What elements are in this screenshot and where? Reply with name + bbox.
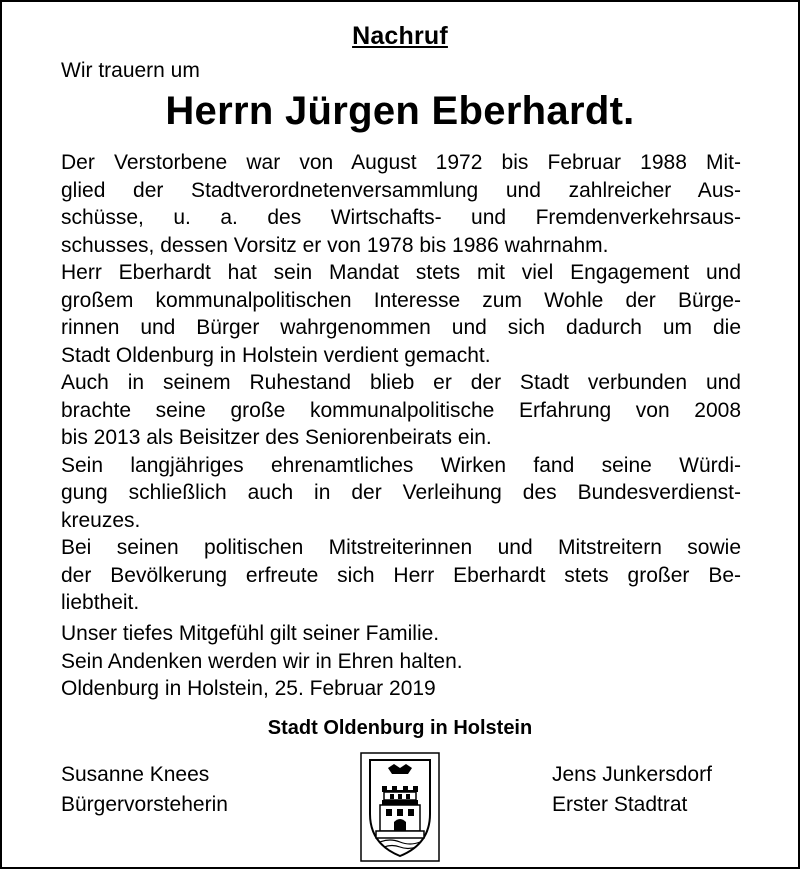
signatory-right	[552, 760, 712, 820]
body-line: kreuzes.	[61, 508, 141, 532]
body-line: liebtheit.	[61, 591, 140, 614]
closing-line: Oldenburg in Holstein, 25. Februar 2019	[61, 677, 436, 700]
signatory-name: Jens Junkersdorf	[552, 763, 712, 786]
body-line: der Bevölkerung erfreute sich Herr Eberhardt stets großer Be-	[61, 563, 741, 587]
body-line: gung schließlich auch in der Verleihung des Bundesverdienst-	[61, 481, 741, 504]
obituary-body	[61, 149, 741, 617]
body-line: rinnen und Bürger wahrgenommen und sich dadurch um die	[61, 316, 741, 339]
body-line: schüsse, u. a. des Wirtschafts- und Fremdenverkehrsaus-	[61, 206, 741, 229]
body-line: Auch in seinem Ruhestand blieb er der Stadt verbunden und	[61, 371, 741, 394]
body-line: Herr Eberhardt hat sein Mandat stets mit viel Engagement und	[61, 261, 741, 284]
body-line: Sein langjähriges ehrenamtliches Wirken fand seine Würdi-	[61, 453, 741, 477]
closing-block	[61, 620, 463, 703]
signatory-name: Susanne Knees	[61, 763, 210, 786]
body-line: Stadt Oldenburg in Holstein verdient gemacht.	[61, 343, 491, 367]
body-line: Der Verstorbene war von August 1972 bis Februar 1988 Mit-	[61, 151, 741, 174]
signatory-title: Bürgervorsteherin	[61, 793, 228, 816]
signatory-left	[61, 760, 228, 820]
body-line: großem kommunalpolitischen Interesse zum Wohle der Bürge-	[61, 288, 741, 312]
body-line: bis 2013 als Beisitzer des Seniorenbeirats ein.	[61, 426, 492, 449]
closing-line: Sein Andenken werden wir in Ehren halten.	[61, 649, 463, 673]
body-line: Bei seinen politischen Mitstreiterinnen und Mitstreitern sowie	[61, 536, 741, 559]
body-line: glied der Stadtverordnetenversammlung und zahlreicher Aus-	[61, 178, 741, 202]
closing-line: Unser tiefes Mitgefühl gilt seiner Familie.	[61, 622, 440, 645]
body-line: brachte seine große kommunalpolitische Erfahrung von 2008	[61, 398, 741, 422]
coat-of-arms-icon	[360, 752, 440, 862]
signatory-title: Erster Stadtrat	[552, 793, 688, 816]
intro-text: Wir trauern um	[61, 59, 200, 82]
deceased-name: Herrn Jürgen Eberhardt.	[165, 89, 635, 133]
organization-name: Stadt Oldenburg in Holstein	[267, 717, 533, 739]
body-line: schusses, dessen Vorsitz er von 1978 bis 1986 wahrnahm.	[61, 233, 609, 257]
notice-heading: Nachruf	[352, 22, 448, 50]
